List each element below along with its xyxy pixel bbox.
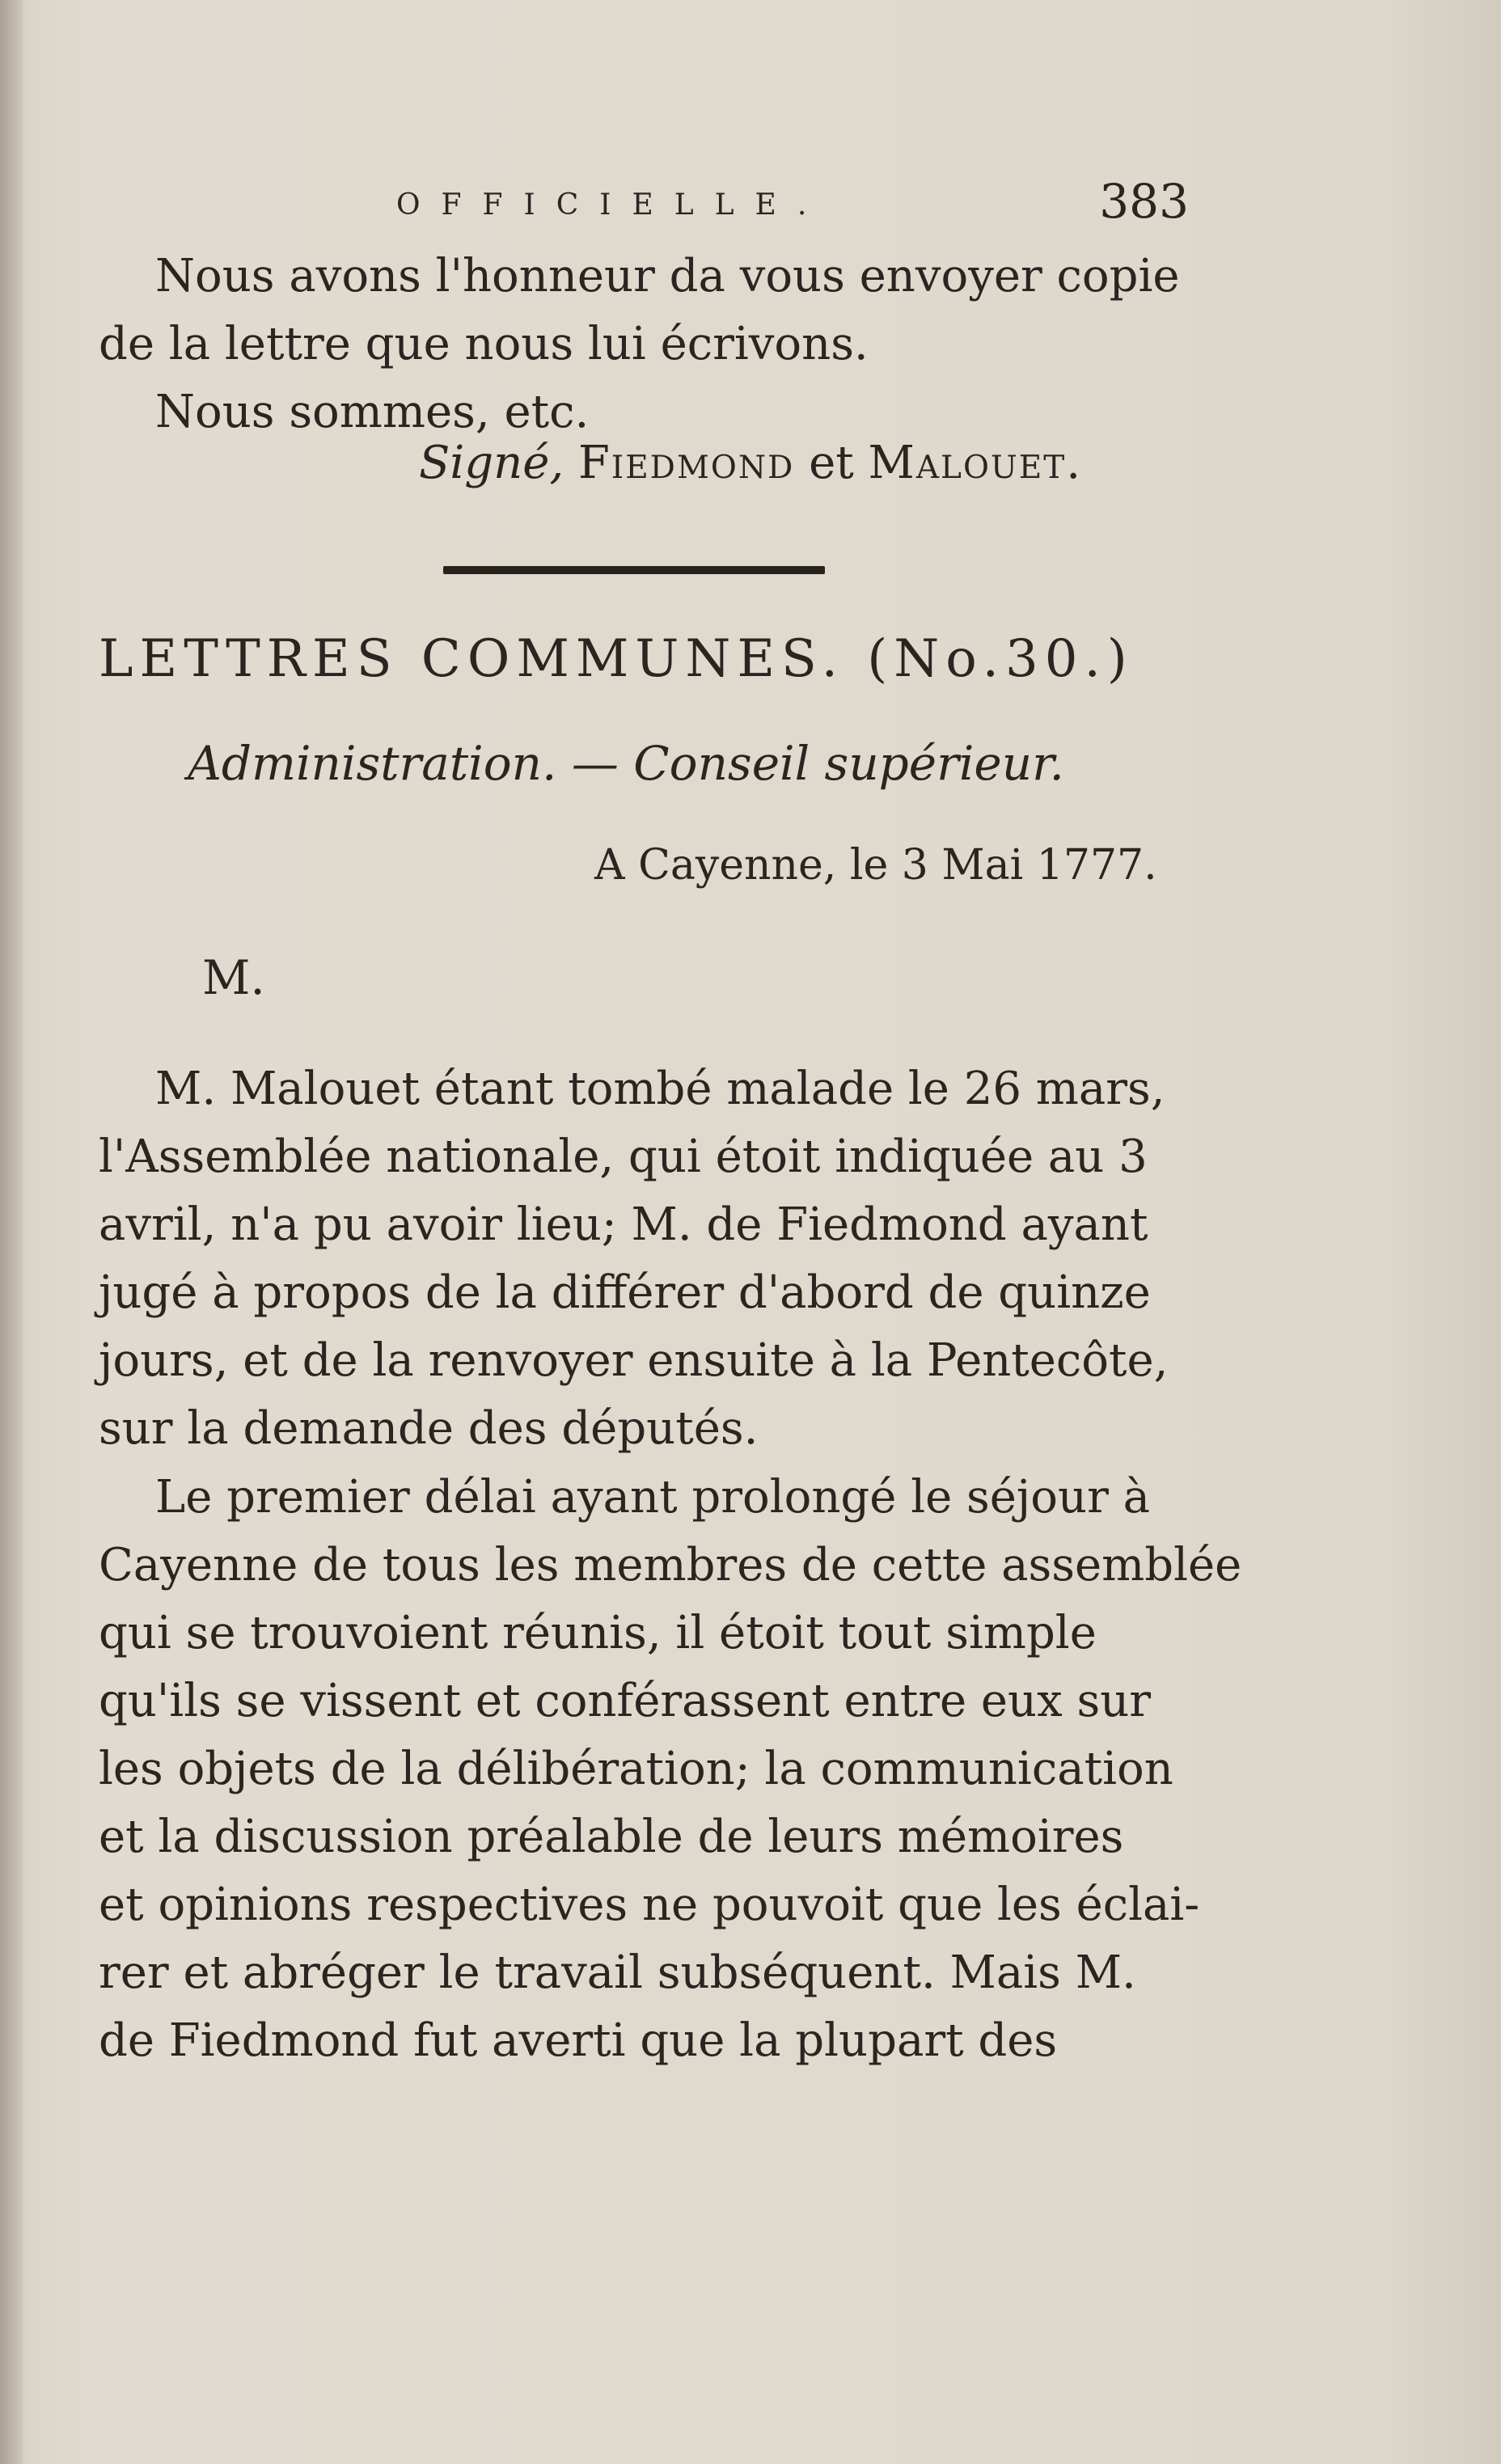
text-line: Nous sommes, etc. xyxy=(155,386,590,438)
section-divider xyxy=(443,566,825,574)
salutation: M. xyxy=(202,950,265,1005)
signature-name-fiedmond: Fiedmond xyxy=(577,437,795,489)
text-line: M. Malouet étant tombé malade le 26 mars, xyxy=(155,1063,1165,1115)
running-head xyxy=(97,166,1189,239)
section-subtitle: Administration. — Conseil supérieur. xyxy=(188,736,1064,791)
text-line: jours, et de la renvoyer ensuite à la Pentecôte, xyxy=(99,1334,1169,1387)
text-line: de Fiedmond fut averti que la plupart des xyxy=(99,2014,1058,2067)
page-number: 383 xyxy=(1099,174,1189,229)
paragraph-2 xyxy=(99,1464,1242,2075)
page-spine-shadow xyxy=(0,0,23,2464)
text-line: l'Assemblée nationale, qui étoit indiquée au 3 xyxy=(99,1131,1148,1183)
paragraph-1 xyxy=(99,1055,1190,1463)
signature-prefix: Signé, xyxy=(419,437,564,489)
text-line: rer et abréger le travail subséquent. Mais M. xyxy=(99,1946,1136,1999)
section-title: LETTRES COMMUNES. (No.30.) xyxy=(99,629,1134,689)
signature-line xyxy=(419,437,1082,489)
text-line: Nous avons l'honneur da vous envoyer copie xyxy=(155,250,1180,302)
text-line: Cayenne de tous les membres de cette assemblée xyxy=(99,1539,1242,1591)
text-line: et la discussion préalable de leurs mémoires xyxy=(99,1811,1124,1863)
dateline: A Cayenne, le 3 Mai 1777. xyxy=(594,841,1157,890)
text-line: Le premier délai ayant prolongé le séjour à xyxy=(155,1471,1151,1524)
opening-text xyxy=(99,243,1190,446)
text-line: jugé à propos de la différer d'abord de quinze xyxy=(99,1266,1151,1319)
text-line: avril, n'a pu avoir lieu; M. de Fiedmond ayant xyxy=(99,1198,1148,1251)
text-line: qu'ils se vissent et conférassent entre eux sur xyxy=(99,1675,1152,1727)
text-line: qui se trouvoient réunis, il étoit tout simple xyxy=(99,1607,1097,1659)
signature-and: et xyxy=(809,437,854,489)
text-line: les objets de la délibération; la communication xyxy=(99,1743,1173,1795)
running-title: OFFICIELLE. xyxy=(396,188,828,222)
signature-name-malouet: Malouet. xyxy=(868,437,1083,489)
text-line: et opinions respectives ne pouvoit que les éclai- xyxy=(99,1879,1200,1931)
text-line: sur la demande des députés. xyxy=(99,1402,759,1455)
text-line: de la lettre que nous lui écrivons. xyxy=(99,318,869,370)
